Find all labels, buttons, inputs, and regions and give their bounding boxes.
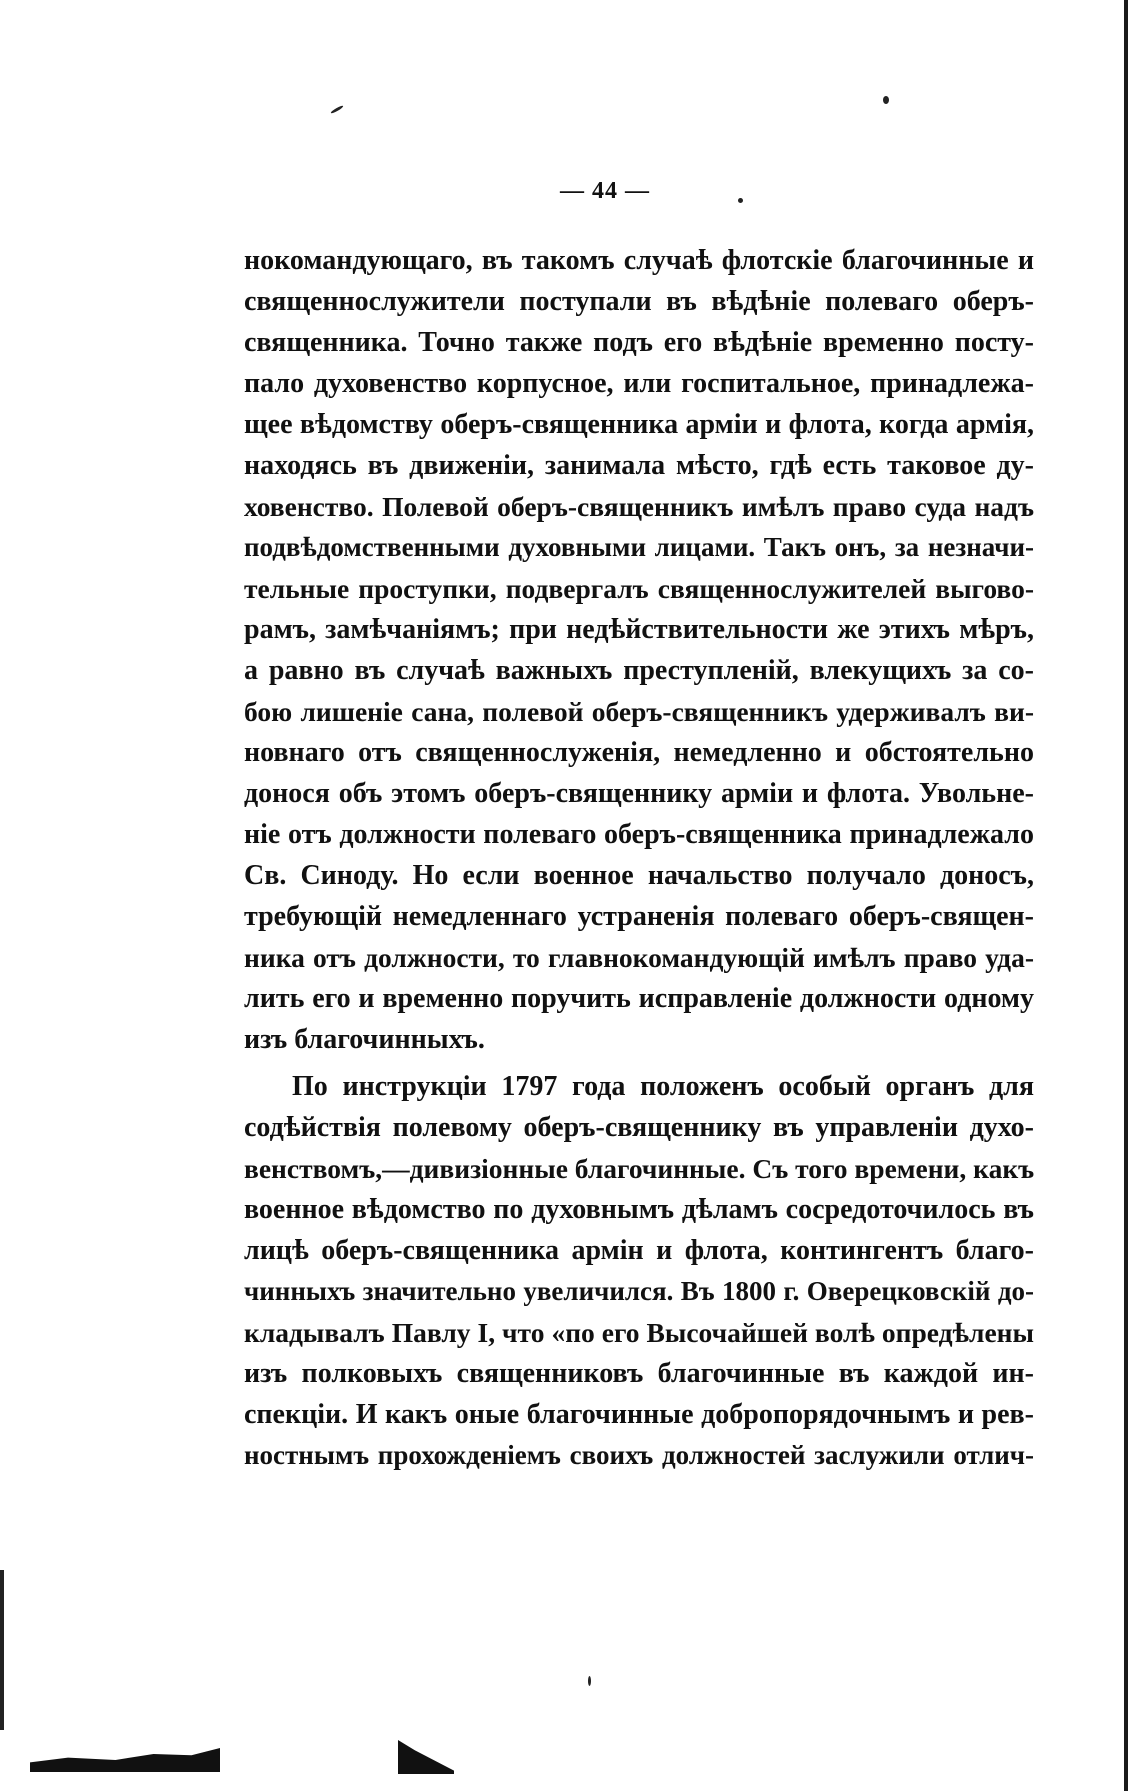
paragraph-1: [244, 240, 1034, 1060]
scan-speck: [588, 1676, 591, 1686]
scan-artifact-mid: [398, 1740, 454, 1774]
text-line: священника. Точно также подъ его вѣдѣніе временно посту-: [244, 327, 1034, 358]
text-line: ховенство. Полевой оберъ-священникъ имѣлъ право суда надъ: [244, 491, 1034, 522]
text-line: кладывалъ Павлу I, что «по его Высочайшей волѣ опредѣлены: [244, 1317, 1034, 1348]
text-line: лить его и временно поручить исправленіе должности одному: [244, 983, 1034, 1014]
text-line: Св. Синоду. Но если военное начальство получало доносъ,: [244, 860, 1034, 891]
text-line: ника отъ должности, то главнокомандующій имѣлъ право уда-: [244, 942, 1034, 973]
text-line: находясь въ движеніи, занимала мѣсто, гдѣ есть таковое ду-: [244, 450, 1034, 481]
text-line: спекціи. И какъ оные благочинные добропорядочнымъ и рев-: [244, 1399, 1034, 1430]
text-line: щее вѣдомству оберъ-священника арміи и флота, когда армія,: [244, 409, 1034, 440]
text-line: бою лишеніе сана, полевой оберъ-священникъ удерживалъ ви-: [244, 696, 1034, 727]
text-line: требующій немедленнаго устраненія полеваго оберъ-священ-: [244, 901, 1034, 932]
scan-speck: [330, 105, 344, 115]
page-number: — 44 —: [560, 178, 650, 204]
scan-left-edge: [0, 1570, 4, 1730]
text-line: тельные проступки, подвергалъ священнослужителей выгово-: [244, 573, 1034, 604]
text-line: венствомъ,—дивизіонные благочинные. Съ того времени, какъ: [244, 1153, 1035, 1184]
text-line: лицѣ оберъ-священника армін и флота, контингентъ благо-: [244, 1235, 1034, 1266]
text-line: нокомандующаго, въ такомъ случаѣ флотскіе благочинные и: [244, 245, 1034, 276]
text-line: рамъ, замѣчаніямъ; при недѣйствительности же этихъ мѣръ,: [244, 614, 1034, 645]
text-line: ніе отъ должности полеваго оберъ-священника принадлежало: [244, 819, 1034, 850]
text-line: донося объ этомъ оберъ-священнику арміи и флота. Увольне-: [244, 778, 1034, 809]
text-line: чинныхъ значительно увеличился. Въ 1800 г. Оверецковскій до-: [244, 1276, 1034, 1306]
text-line: новнаго отъ священнослуженія, немедленно и обстоятельно: [244, 737, 1034, 768]
text-line: священнослужители поступали въ вѣдѣніе полеваго оберъ-: [244, 286, 1034, 317]
scan-binding-edge: [1124, 0, 1128, 1791]
scan-speck: [883, 96, 889, 104]
text-line: ностнымъ прохожденіемъ своихъ должностей заслужили отлич-: [244, 1440, 1034, 1470]
text-line: изъ благочинныхъ.: [244, 1024, 485, 1055]
text-line: а равно въ случаѣ важныхъ преступленій, влекущихъ за со-: [244, 655, 1034, 686]
paragraph-2: [244, 1066, 1034, 1476]
text-line: изъ полковыхъ священниковъ благочинные въ каждой ин-: [244, 1358, 1034, 1389]
scan-artifact-left: [30, 1748, 220, 1772]
text-line: пало духовенство корпусное, или госпитальное, принадлежа-: [244, 368, 1034, 399]
text-line: По инструкціи 1797 года положенъ особый органъ для: [292, 1071, 1034, 1102]
text-line: подвѣдомственными духовными лицами. Такъ онъ, за незначи-: [244, 532, 1034, 562]
body-text: [244, 240, 1034, 1476]
text-line: содѣйствія полевому оберъ-священнику въ управленіи духо-: [244, 1112, 1034, 1143]
text-line: военное вѣдомство по духовнымъ дѣламъ сосредоточилось въ: [244, 1194, 1034, 1225]
